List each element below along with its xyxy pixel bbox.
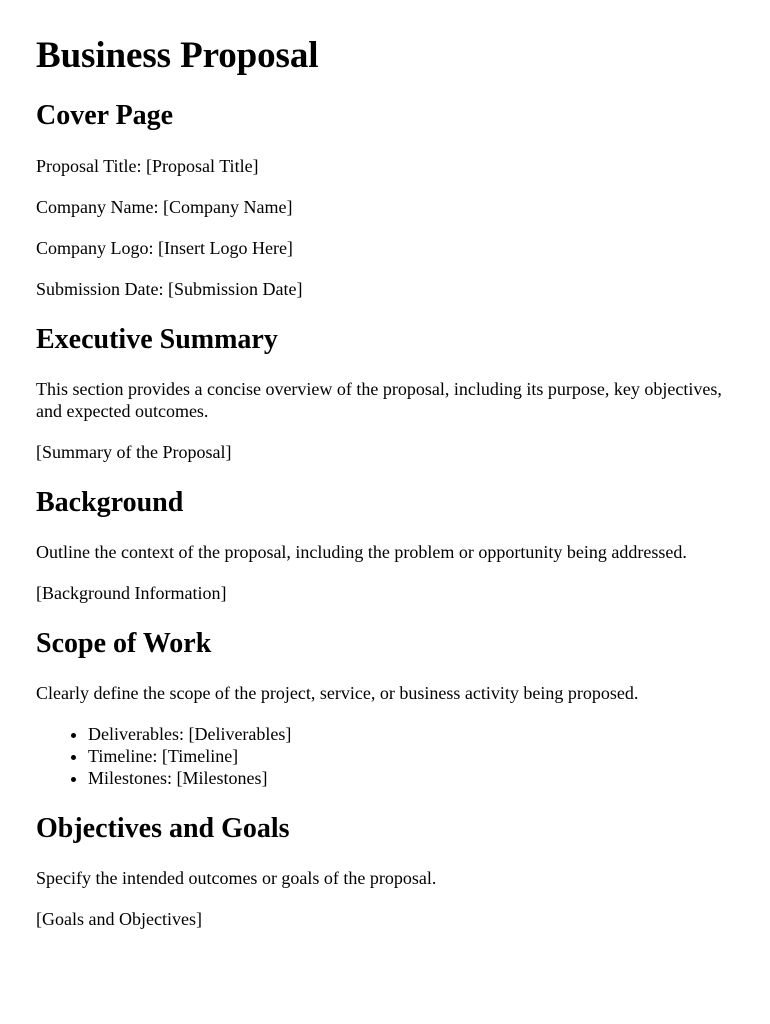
objectives-and-goals-placeholder: [Goals and Objectives] (36, 909, 202, 929)
scope-of-work-description: Clearly define the scope of the project, service, or business activity being proposed. (36, 683, 639, 703)
objectives-and-goals-section (36, 812, 734, 930)
scope-of-work-section (36, 627, 734, 789)
cover-page-section (36, 99, 734, 300)
executive-summary-section (36, 323, 734, 463)
background-placeholder: [Background Information] (36, 583, 227, 603)
background-section (36, 486, 734, 604)
document-title: Business Proposal (36, 35, 319, 76)
executive-summary-placeholder: [Summary of the Proposal] (36, 442, 232, 462)
background-description: Outline the context of the proposal, including the problem or opportunity being addressed. (36, 542, 687, 562)
scope-of-work-heading: Scope of Work (36, 628, 212, 659)
proposal-title-line: Proposal Title: [Proposal Title] (36, 156, 259, 176)
list-item-deliverables: • Deliverables: [Deliverables] (88, 723, 734, 745)
objectives-and-goals-heading: Objectives and Goals (36, 813, 290, 844)
company-name-line: Company Name: [Company Name] (36, 197, 293, 217)
cover-page-heading: Cover Page (36, 100, 174, 131)
list-item-timeline: • Timeline: [Timeline] (88, 745, 734, 767)
company-logo-line: Company Logo: [Insert Logo Here] (36, 238, 293, 258)
scope-of-work-list (36, 723, 734, 789)
background-heading: Background (36, 487, 184, 518)
executive-summary-description: This section provides a concise overview of the proposal, including its purpose, key objectives, and expected outcomes. (36, 379, 722, 421)
list-item-milestones: • Milestones: [Milestones] (88, 767, 734, 789)
executive-summary-heading: Executive Summary (36, 324, 278, 355)
submission-date-line: Submission Date: [Submission Date] (36, 279, 303, 299)
objectives-and-goals-description: Specify the intended outcomes or goals of the proposal. (36, 868, 437, 888)
